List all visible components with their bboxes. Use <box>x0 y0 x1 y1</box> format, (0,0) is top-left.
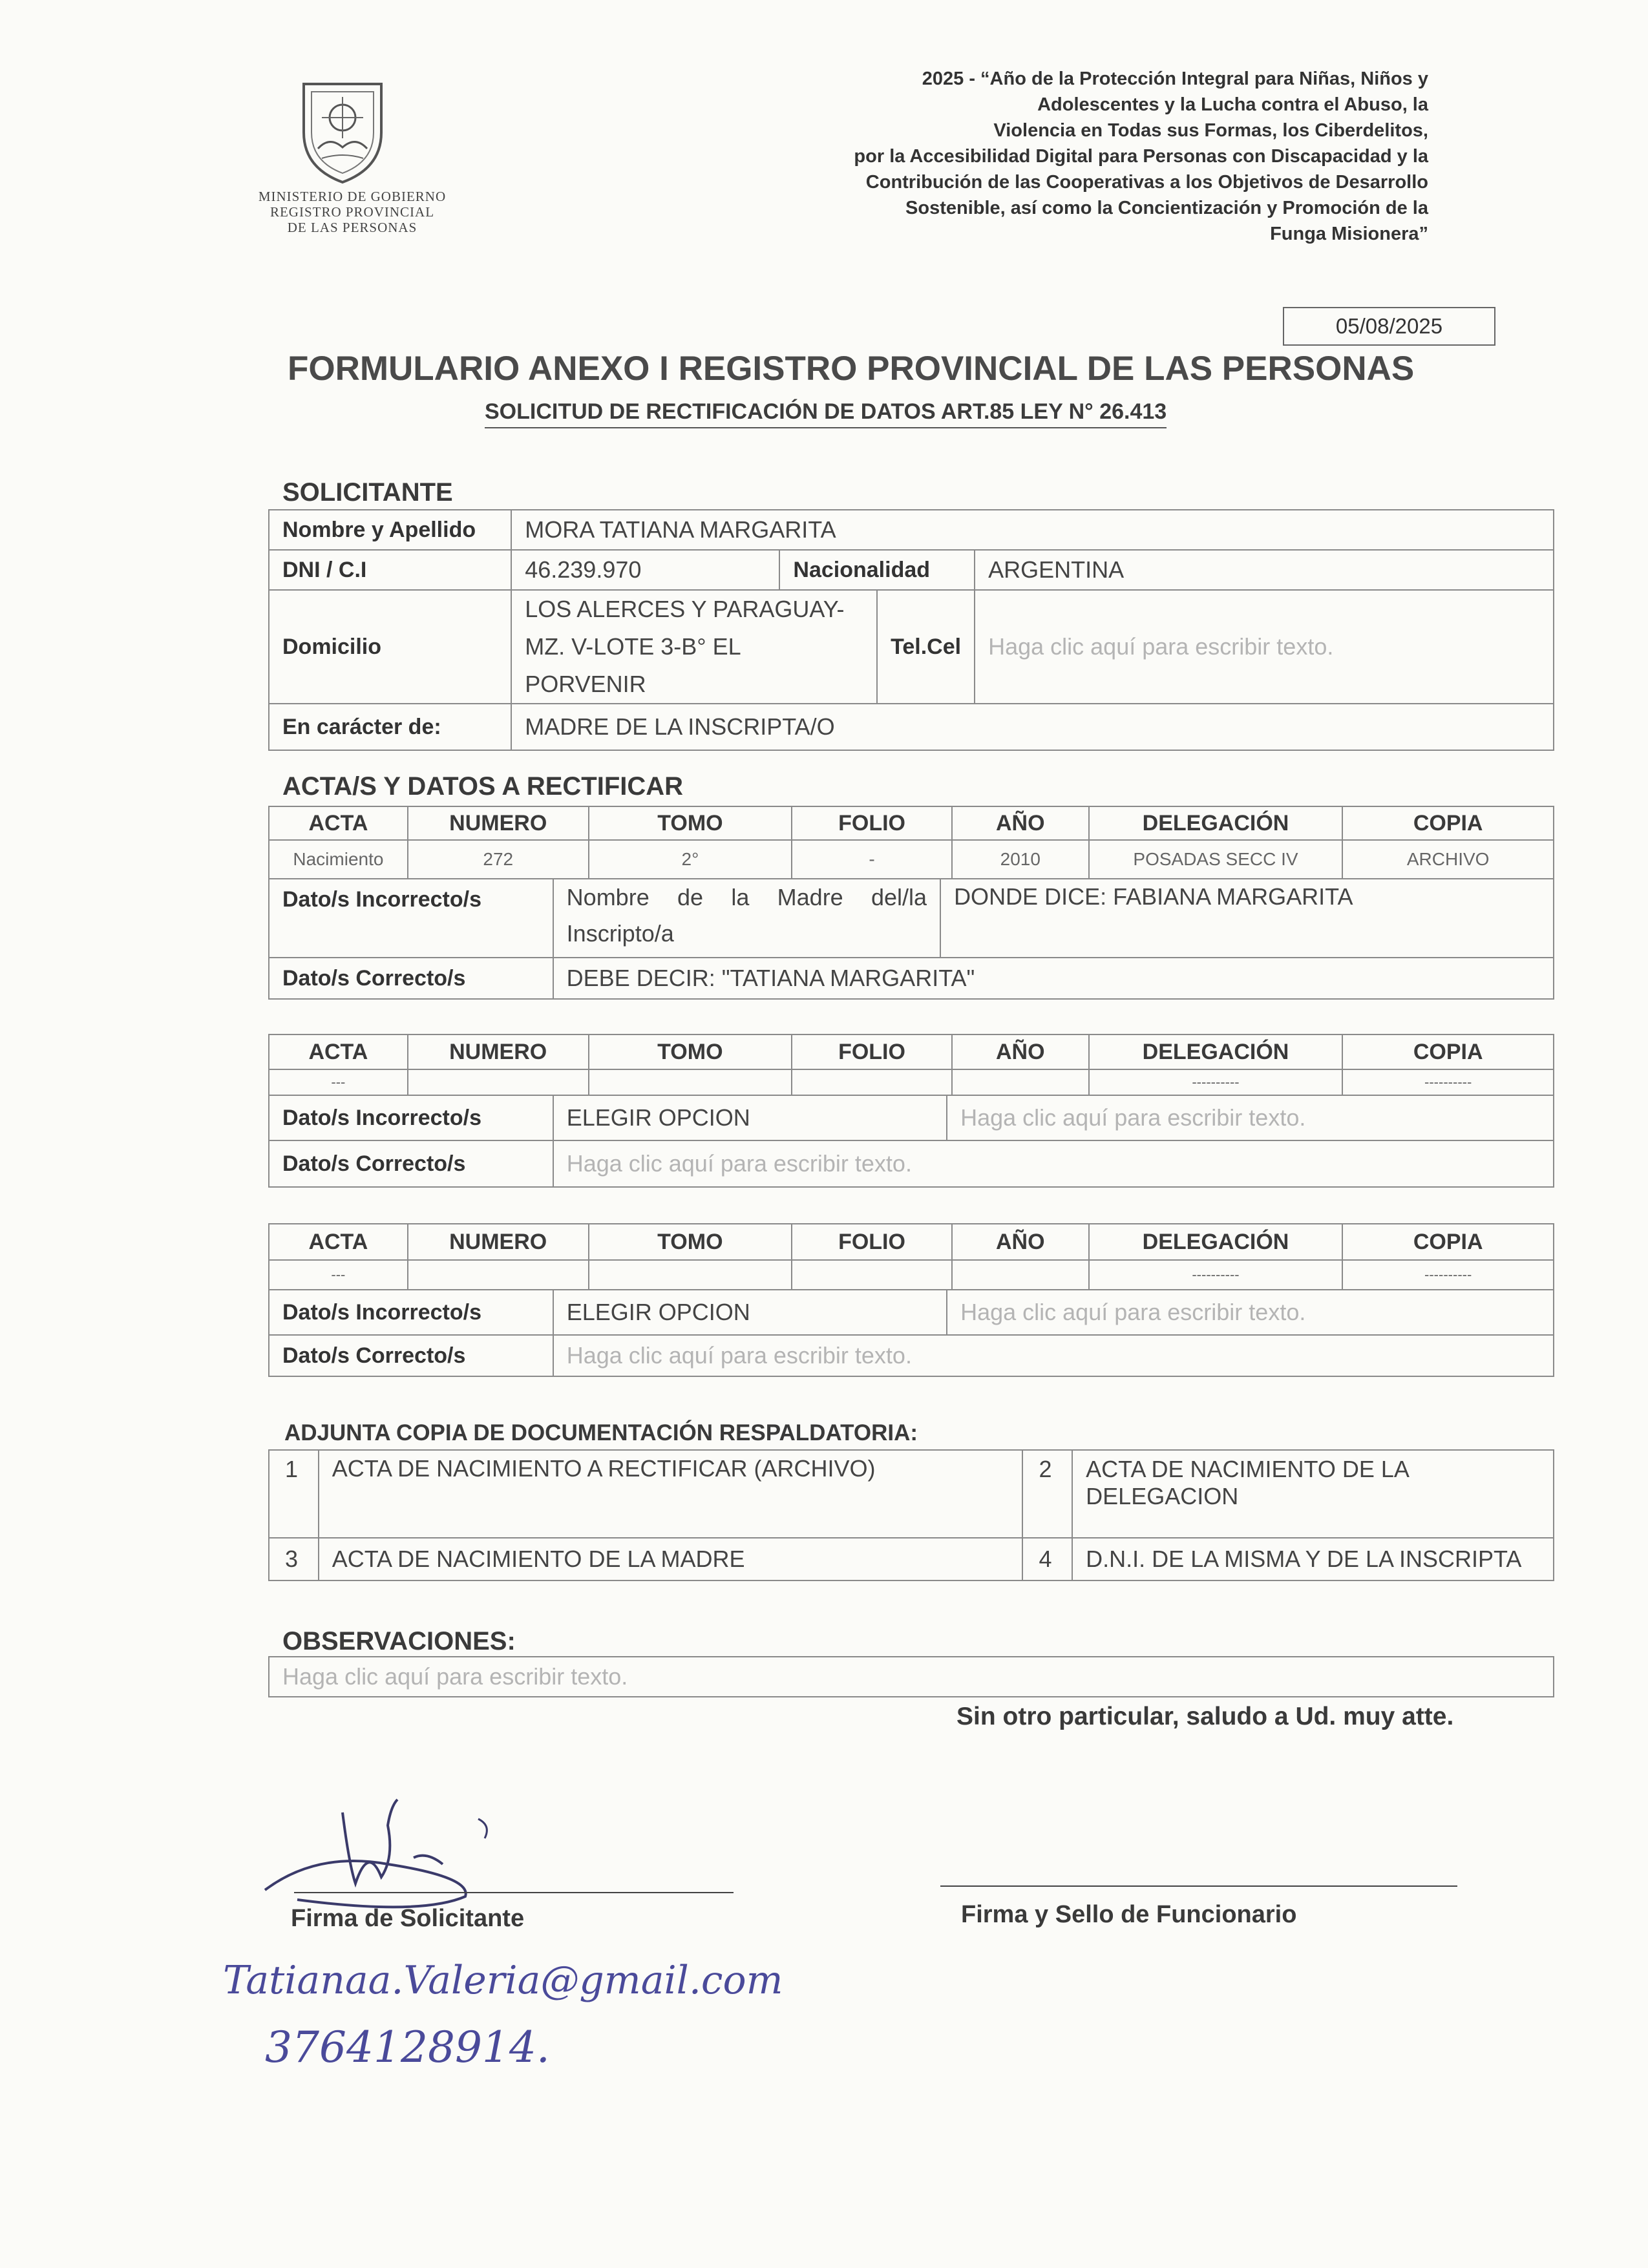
col-numero: NUMERO <box>408 806 589 840</box>
anio-field[interactable] <box>952 1069 1089 1095</box>
copia-field[interactable]: ---------- <box>1342 1069 1554 1095</box>
delegacion-field[interactable]: POSADAS SECC IV <box>1089 840 1343 879</box>
incorrecto-label: Dato/s Incorrecto/s <box>269 1290 553 1335</box>
delegacion-field[interactable]: ---------- <box>1089 1260 1343 1290</box>
acta-table-2 <box>268 1034 1554 1096</box>
tomo-field[interactable]: 2° <box>589 840 792 879</box>
correcto-label: Dato/s Correcto/s <box>269 1140 553 1187</box>
ministry-line: DE LAS PERSONAS <box>287 220 417 235</box>
incorrecto-option-select[interactable]: Nombre de la Madre del/la Inscripto/a <box>553 879 940 958</box>
ministry-line: MINISTERIO DE GOBIERNO <box>258 189 447 204</box>
nombre-label: Nombre y Apellido <box>269 510 511 550</box>
col-anio: AÑO <box>952 806 1089 840</box>
motto-line: Sostenible, así como la Concientización y Promoción de la <box>905 198 1428 218</box>
correcto-text-field[interactable]: Haga clic aquí para escribir texto. <box>553 1140 1554 1187</box>
tomo-field[interactable] <box>589 1260 792 1290</box>
copia-field[interactable]: ARCHIVO <box>1342 840 1554 879</box>
numero-field[interactable]: 272 <box>408 840 589 879</box>
incorrecto-text-field[interactable]: Haga clic aquí para escribir texto. <box>947 1095 1554 1140</box>
col-folio: FOLIO <box>792 1034 952 1069</box>
acta-datos-table-1 <box>268 878 1554 1000</box>
caracter-field[interactable]: MADRE DE LA INSCRIPTA/O <box>511 704 1554 750</box>
incorrecto-label: Dato/s Incorrecto/s <box>269 1095 553 1140</box>
acta-type-field[interactable]: --- <box>269 1260 408 1290</box>
form-title: FORMULARIO ANEXO I REGISTRO PROVINCIAL DE LAS PERSONAS <box>288 350 1415 388</box>
ministry-line: REGISTRO PROVINCIAL <box>269 204 435 220</box>
tomo-field[interactable] <box>589 1069 792 1095</box>
section-heading-solicitante: SOLICITANTE <box>282 478 453 507</box>
caracter-label: En carácter de: <box>269 704 511 750</box>
firma-funcionario-label: Firma y Sello de Funcionario <box>961 1901 1297 1928</box>
signature-line-solicitante <box>294 1892 734 1893</box>
adjunta-item[interactable]: ACTA DE NACIMIENTO A RECTIFICAR (ARCHIVO) <box>319 1450 1023 1538</box>
adjunta-number: 4 <box>1022 1538 1072 1580</box>
domicilio-field[interactable] <box>511 590 877 704</box>
domicilio-label: Domicilio <box>269 590 511 704</box>
section-heading-observaciones: OBSERVACIONES: <box>282 1627 516 1655</box>
acta-datos-table-3 <box>268 1289 1554 1377</box>
observaciones-field[interactable]: Haga clic aquí para escribir texto. <box>269 1657 1554 1697</box>
col-folio: FOLIO <box>792 806 952 840</box>
motto-line: Violencia en Todas sus Formas, los Ciberdelitos, <box>993 120 1428 141</box>
correcto-label: Dato/s Correcto/s <box>269 1335 553 1376</box>
col-copia: COPIA <box>1342 1224 1554 1260</box>
adjunta-number: 1 <box>269 1450 319 1538</box>
solicitante-table <box>268 509 1554 751</box>
nacionalidad-field[interactable]: ARGENTINA <box>975 550 1554 590</box>
adjunta-item[interactable]: D.N.I. DE LA MISMA Y DE LA INSCRIPTA <box>1072 1538 1554 1580</box>
col-tomo: TOMO <box>589 806 792 840</box>
adjunta-table <box>268 1449 1554 1581</box>
acta-type-field[interactable]: --- <box>269 1069 408 1095</box>
handwritten-signature <box>259 1787 517 1916</box>
anio-field[interactable]: 2010 <box>952 840 1089 879</box>
anio-field[interactable] <box>952 1260 1089 1290</box>
adjunta-item[interactable]: ACTA DE NACIMIENTO DE LA DELEGACION <box>1072 1450 1554 1538</box>
numero-field[interactable] <box>408 1260 589 1290</box>
incorrecto-text-field[interactable]: DONDE DICE: FABIANA MARGARITA <box>940 879 1554 958</box>
incorrecto-text-field[interactable]: Haga clic aquí para escribir texto. <box>947 1290 1554 1335</box>
col-folio: FOLIO <box>792 1224 952 1260</box>
tel-field[interactable]: Haga clic aquí para escribir texto. <box>975 590 1554 704</box>
motto-line: Contribución de las Cooperativas a los Objetivos de Desarrollo <box>865 172 1428 193</box>
tel-label: Tel.Cel <box>877 590 975 704</box>
col-delegacion: DELEGACIÓN <box>1089 1224 1343 1260</box>
acta-type-field[interactable]: Nacimiento <box>269 840 408 879</box>
motto-line: por la Accesibilidad Digital para Personas con Discapacidad y la <box>854 146 1428 167</box>
folio-field[interactable] <box>792 1260 952 1290</box>
col-anio: AÑO <box>952 1034 1089 1069</box>
adjunta-number: 2 <box>1022 1450 1072 1538</box>
province-crest-seal <box>284 71 401 187</box>
copia-field[interactable]: ---------- <box>1342 1260 1554 1290</box>
col-acta: ACTA <box>269 1224 408 1260</box>
incorrecto-option-select[interactable]: ELEGIR OPCION <box>553 1290 947 1335</box>
col-acta: ACTA <box>269 806 408 840</box>
incorrecto-option-select[interactable]: ELEGIR OPCION <box>553 1095 947 1140</box>
folio-field[interactable] <box>792 1069 952 1095</box>
observaciones-table <box>268 1656 1554 1697</box>
nacionalidad-label: Nacionalidad <box>779 550 975 590</box>
numero-field[interactable] <box>408 1069 589 1095</box>
signature-line-funcionario <box>940 1885 1457 1887</box>
form-subtitle: SOLICITUD DE RECTIFICACIÓN DE DATOS ART.85 LEY N° 26.413 <box>485 399 1167 428</box>
acta-datos-table-2 <box>268 1095 1554 1188</box>
adjunta-item[interactable]: ACTA DE NACIMIENTO DE LA MADRE <box>319 1538 1023 1580</box>
acta-table-1 <box>268 806 1554 879</box>
ministry-name <box>229 189 475 235</box>
motto-line: Funga Misionera” <box>1270 224 1428 244</box>
col-acta: ACTA <box>269 1034 408 1069</box>
firma-solicitante-label: Firma de Solicitante <box>291 1905 525 1932</box>
col-copia: COPIA <box>1342 1034 1554 1069</box>
delegacion-field[interactable]: ---------- <box>1089 1069 1343 1095</box>
closing-text: Sin otro particular, saludo a Ud. muy atte. <box>956 1703 1454 1730</box>
section-heading-actas: ACTA/S Y DATOS A RECTIFICAR <box>282 772 684 801</box>
correcto-text-field[interactable]: DEBE DECIR: "TATIANA MARGARITA" <box>553 958 1554 999</box>
year-motto <box>743 66 1428 247</box>
acta-table-3 <box>268 1223 1554 1290</box>
incorrecto-label: Dato/s Incorrecto/s <box>269 879 553 958</box>
col-numero: NUMERO <box>408 1034 589 1069</box>
col-copia: COPIA <box>1342 806 1554 840</box>
adjunta-number: 3 <box>269 1538 319 1580</box>
motto-line: 2025 - “Año de la Protección Integral para Niñas, Niños y <box>922 68 1428 89</box>
dni-field[interactable]: 46.239.970 <box>511 550 779 590</box>
section-heading-adjunta: ADJUNTA COPIA DE DOCUMENTACIÓN RESPALDATORIA: <box>284 1420 918 1445</box>
dni-label: DNI / C.I <box>269 550 511 590</box>
domicilio-line: LOS ALERCES Y PARAGUAY- <box>525 596 845 622</box>
correcto-text-field[interactable]: Haga clic aquí para escribir texto. <box>553 1335 1554 1376</box>
col-delegacion: DELEGACIÓN <box>1089 806 1343 840</box>
correcto-label: Dato/s Correcto/s <box>269 958 553 999</box>
col-anio: AÑO <box>952 1224 1089 1260</box>
handwritten-phone: 3764128914. <box>265 2022 550 2072</box>
date-field[interactable]: 05/08/2025 <box>1283 307 1495 346</box>
col-tomo: TOMO <box>589 1034 792 1069</box>
motto-line: Adolescentes y la Lucha contra el Abuso, la <box>1037 94 1428 115</box>
col-delegacion: DELEGACIÓN <box>1089 1034 1343 1069</box>
col-tomo: TOMO <box>589 1224 792 1260</box>
handwritten-email: Tatianaa.Valeria@gmail.com <box>223 1958 783 2003</box>
col-numero: NUMERO <box>408 1224 589 1260</box>
domicilio-line: MZ. V-LOTE 3-B° EL PORVENIR <box>525 633 741 697</box>
nombre-field[interactable]: MORA TATIANA MARGARITA <box>511 510 1554 550</box>
folio-field[interactable]: - <box>792 840 952 879</box>
